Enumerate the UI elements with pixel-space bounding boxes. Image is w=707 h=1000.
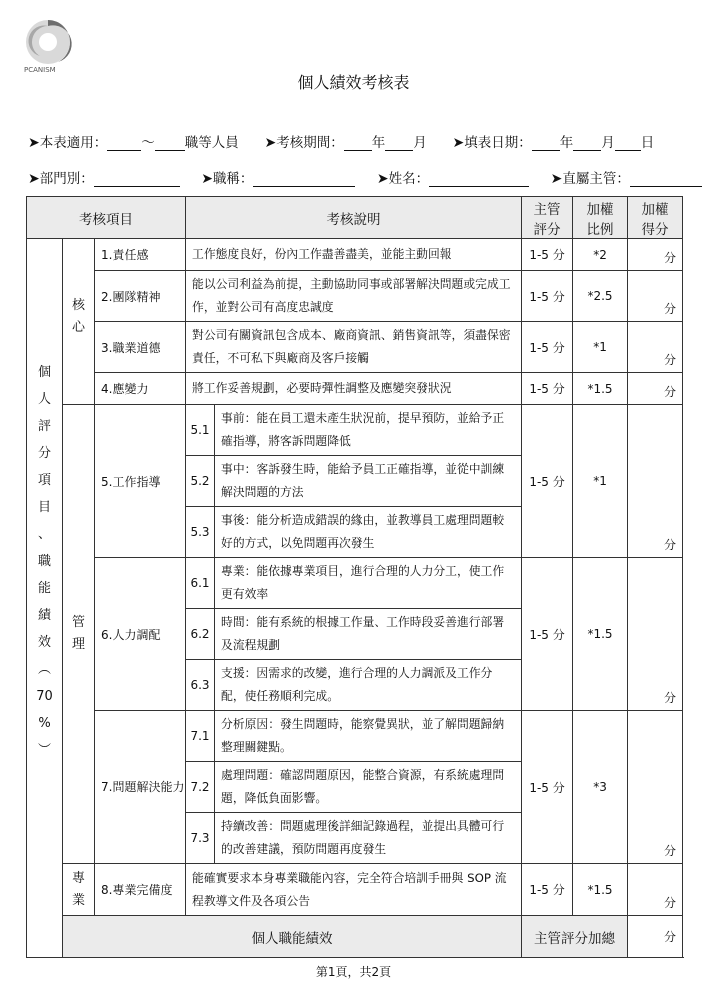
total-points-cell[interactable]: 分 [628, 916, 683, 958]
table-row [27, 864, 683, 916]
evaluation-table [26, 196, 683, 958]
tilde: ～ [141, 135, 155, 151]
item-desc: 將工作妥善規劃，必要時彈性調整及應變突發狀況 [186, 373, 522, 405]
weight-cell: *2.5 [573, 271, 628, 322]
day-label: 日 [640, 135, 655, 151]
arrow-icon: ➤ [28, 171, 40, 187]
period-month-blank[interactable] [385, 136, 413, 151]
staff-label: 職等人員 [184, 135, 239, 151]
header-row [27, 197, 683, 239]
score-cell[interactable]: 1-5 分 [522, 711, 573, 864]
fill-year-blank[interactable] [532, 136, 560, 151]
period-label: 考核期間： [276, 135, 344, 151]
item-label: 4.應變力 [95, 373, 186, 405]
score-cell[interactable]: 1-5 分 [522, 373, 573, 405]
header-points: 加權 得分 [628, 197, 683, 239]
weight-cell: *1 [573, 322, 628, 373]
side-label: 個 人 評 分 項 目 、 職 能 績 效 ︵ 70 % ︶ [27, 239, 63, 958]
weight-cell: *1.5 [573, 558, 628, 711]
score-cell[interactable]: 1-5 分 [522, 864, 573, 916]
sub-desc: 事後：能分析造成錯誤的緣由，並教導員工處理問題較好的方式，以免問題再次發生 [215, 507, 522, 558]
score-cell[interactable]: 1-5 分 [522, 271, 573, 322]
points-cell[interactable]: 分 [628, 271, 683, 322]
table-row [27, 405, 683, 456]
fill-day-blank[interactable] [615, 136, 641, 151]
sub-desc: 事前：能在員工還未產生狀況前，提早預防，並給予正確指導，將客訴問題降低 [215, 405, 522, 456]
applies-from-blank[interactable] [107, 136, 141, 151]
item-label: 5.工作指導 [95, 405, 186, 558]
supervisor-blank[interactable] [630, 172, 702, 187]
weight-cell: *3 [573, 711, 628, 864]
score-cell[interactable]: 1-5 分 [522, 405, 573, 558]
dept-blank[interactable] [94, 172, 180, 187]
table-row [27, 239, 683, 271]
arrow-icon: ➤ [550, 171, 563, 187]
job-title-blank[interactable] [253, 172, 355, 187]
year-label: 年 [371, 135, 386, 151]
group-core: 核 心 [63, 239, 95, 405]
table-row [27, 271, 683, 322]
points-cell[interactable]: 分 [628, 322, 683, 373]
sub-no: 5.1 [186, 405, 215, 456]
arrow-icon: ➤ [452, 135, 465, 151]
month-label: 月 [413, 135, 427, 151]
sub-desc: 專業：能依據專業項目，進行合理的人力分工，使工作更有效率 [215, 558, 522, 609]
sub-no: 7.1 [186, 711, 215, 762]
name-blank[interactable] [429, 172, 529, 187]
points-cell[interactable]: 分 [628, 239, 683, 271]
name-label: 姓名： [388, 171, 430, 187]
sub-desc: 支援：因需求的改變，進行合理的人力調派及工作分配，使任務順利完成。 [215, 660, 522, 711]
item-label: 1.責任感 [95, 239, 186, 271]
item-desc: 工作態度良好，份內工作盡善盡美，並能主動回報 [186, 239, 522, 271]
arrow-icon: ➤ [264, 135, 277, 151]
arrow-icon: ➤ [28, 135, 40, 151]
summary-row [27, 916, 683, 958]
header-item: 考核項目 [27, 197, 186, 239]
sub-desc: 分析原因：發生問題時，能察覺異狀，並了解問題歸納整理關鍵點。 [215, 711, 522, 762]
item-label: 8.專業完備度 [95, 864, 186, 916]
table-row [27, 322, 683, 373]
group-manage: 管 理 [63, 405, 95, 864]
logo-text: PCANISM [24, 66, 56, 74]
sub-desc: 時間：能有系統的根據工作量、工作時段妥善進行部署及流程規劃 [215, 609, 522, 660]
table-row [27, 373, 683, 405]
fill-month-blank[interactable] [573, 136, 601, 151]
points-cell[interactable]: 分 [628, 405, 683, 558]
item-desc: 能以公司利益為前提，主動協助同事或部署解決問題或完成工作，並對公司有高度忠誠度 [186, 271, 522, 322]
applies-to-blank[interactable] [155, 136, 185, 151]
summary-label: 個人職能績效 [63, 916, 522, 958]
sub-no: 6.3 [186, 660, 215, 711]
supervisor-label: 直屬主管： [562, 171, 630, 187]
arrow-icon: ➤ [376, 171, 389, 187]
item-desc: 對公司有關資訊包含成本、廠商資訊、銷售資訊等，須盡保密責任，不可私下與廠商及客戶接觸 [186, 322, 522, 373]
company-logo [18, 18, 90, 76]
applies-label: 本表適用： [39, 135, 108, 151]
score-cell[interactable]: 1-5 分 [522, 322, 573, 373]
points-cell[interactable]: 分 [628, 864, 683, 916]
sub-no: 5.2 [186, 456, 215, 507]
header-score: 主管 評分 [522, 197, 573, 239]
header-weight: 加權 比例 [573, 197, 628, 239]
group-pro: 專 業 [63, 864, 95, 916]
sub-desc: 事中：客訴發生時，能給予員工正確指導，並從中訓練解決問題的方法 [215, 456, 522, 507]
sub-desc: 處理問題：確認問題原因，能整合資源，有系統處理問題，降低負面影響。 [215, 762, 522, 813]
sub-desc: 持續改善：問題處理後詳細記錄過程，並提出具體可行的改善建議，預防問題再度發生 [215, 813, 522, 864]
points-cell[interactable]: 分 [628, 711, 683, 864]
weight-cell: *2 [573, 239, 628, 271]
sub-no: 6.1 [186, 558, 215, 609]
table-row [27, 558, 683, 609]
month-label: 月 [601, 135, 615, 151]
header-desc: 考核說明 [186, 197, 522, 239]
item-label: 6.人力調配 [95, 558, 186, 711]
points-cell[interactable]: 分 [628, 558, 683, 711]
total-label: 主管評分加總 [522, 916, 628, 958]
sub-no: 5.3 [186, 507, 215, 558]
item-label: 3.職業道德 [95, 322, 186, 373]
sub-no: 7.3 [186, 813, 215, 864]
points-cell[interactable]: 分 [628, 373, 683, 405]
job-title-label: 職稱： [212, 171, 254, 187]
weight-cell: *1.5 [573, 864, 628, 916]
weight-cell: *1 [573, 405, 628, 558]
period-year-blank[interactable] [344, 136, 372, 151]
score-cell[interactable]: 1-5 分 [522, 558, 573, 711]
dept-label: 部門別： [39, 171, 94, 187]
item-label: 2.團隊精神 [95, 271, 186, 322]
page-number: 第1頁，共2頁 [315, 965, 392, 979]
info-row-1 [28, 131, 654, 151]
sub-no: 7.2 [186, 762, 215, 813]
arrow-icon: ➤ [201, 171, 213, 187]
item-label: 7.問題解決能力 [95, 711, 186, 864]
page-title: 個人績效考核表 [297, 73, 410, 92]
info-row-2 [28, 167, 702, 187]
table-row [27, 711, 683, 762]
sub-no: 6.2 [186, 609, 215, 660]
year-label: 年 [559, 135, 574, 151]
weight-cell: *1.5 [573, 373, 628, 405]
fill-date-label: 填表日期： [464, 135, 532, 151]
item-desc: 能確實要求本身專業職能內容，完全符合培訓手冊與 SOP 流程教導文件及各項公告 [186, 864, 522, 916]
score-cell[interactable]: 1-5 分 [522, 239, 573, 271]
